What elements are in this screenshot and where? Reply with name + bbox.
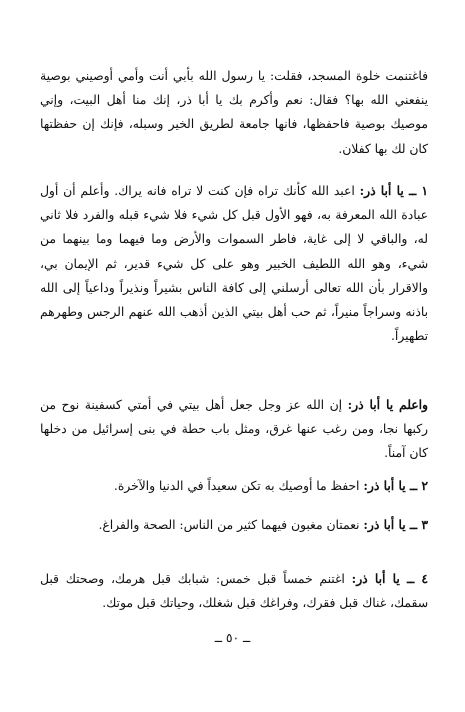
paragraph-text: اغتنم خمساً قبل خمس: شبابك قبل هرمك، وصحتك قبل سقمك، غناك قبل فقرك، وفراغك قبل شغلك، وحياتك قبل موتك. xyxy=(40,572,428,611)
paragraph-text: نعمتان مغبون فيهما كثير من الناس: الصحة والفراغ. xyxy=(98,518,364,532)
paragraph-lead: ٣ ــ يا أبا ذر: xyxy=(363,517,428,532)
paragraph-text: اعبد الله كأنك تراه فإن كنت لا تراه فانه يراك. وأعلم أن أول عبادة الله المعرفة به، فهو الأول قبل كل شيء فلا شيء قبله والفرد فلا ثاني له، والباقي لا إلى غاية، فاطر السموات والأرض وما فيهما وما بينهما من شيء، وهو الله اللطيف الخبير وهو على كل شيء قدير، ثم الإيمان بي، والاقرار بأن الله تعالى أرسلني إلى كافة الناس بشيراً ونذيراً وداعياً إلى الله باذنه وسراجاً منيراً، ثم حب أهل بيتي الذين أذهب الله عنهم الرجس وطهرهم تطهيراً. xyxy=(40,184,428,344)
paragraph-lead: واعلم يا أبا ذر: xyxy=(347,397,428,412)
paragraph-text: إن الله عز وجل جعل أهل بيتي في أمتي كسفينة نوح من ركبها نجا، ومن رغب عنها غرق، ومثل باب حطة في بنى إسرائيل من دخلها كان آمناً. xyxy=(40,398,428,461)
paragraph-advice-4 xyxy=(40,567,428,615)
paragraph-lead: ٤ ــ يا أبا ذر: xyxy=(351,571,428,586)
paragraph-intro xyxy=(40,64,428,161)
paragraph-lead: ١ ــ يا أبا ذر: xyxy=(359,183,428,198)
paragraph-ahl-al-bayt xyxy=(40,393,428,466)
paragraph-advice-1 xyxy=(40,179,428,348)
page-number: ــ ٥٠ ــ xyxy=(214,631,251,645)
paragraph-advice-3 xyxy=(40,513,428,537)
paragraph-text: فاغتنمت خلوة المسجد، فقلت: يا رسول الله بأبي أنت وأمي أوصيني بوصية ينفعني الله بها؟ فقال: نعم وأكرم بك يا أبا ذر، إنك منا أهل البيت، وإني موصيك بوصية فاحفظها، فانها جامعة لطريق الخير وسبله، فإنك إن حفظتها كان لك بها كفلان. xyxy=(40,69,428,156)
paragraph-text: احفظ ما أوصيك به تكن سعيداً في الدنيا والآخرة. xyxy=(113,479,364,493)
paragraph-lead: ٢ ــ يا أبا ذر: xyxy=(363,478,428,493)
paragraph-advice-2 xyxy=(40,474,428,498)
